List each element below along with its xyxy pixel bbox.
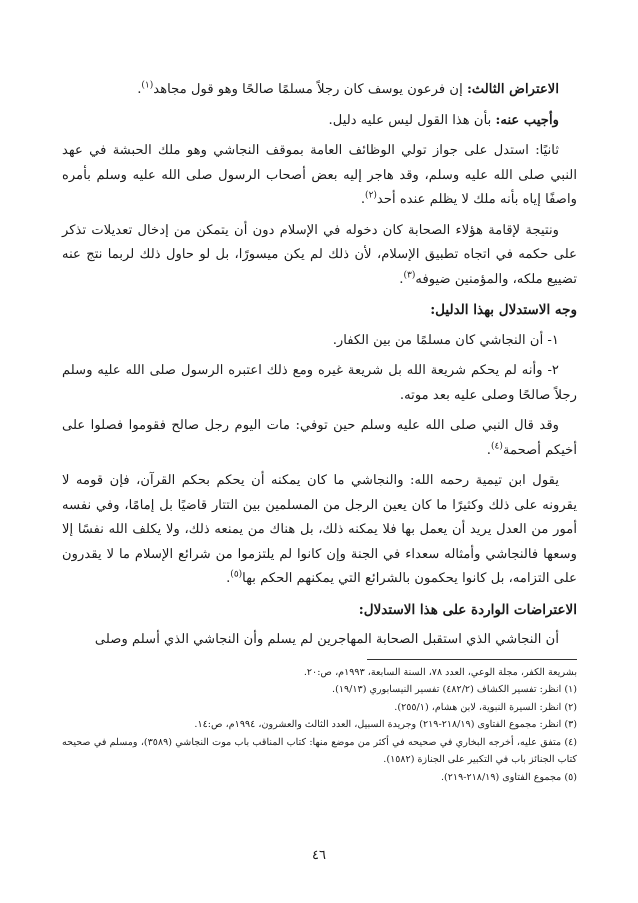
- footnote-divider: [367, 659, 577, 660]
- second-evidence-text: ثانيًا: استدل على جواز تولي الوظائف العامة بموقف النجاشي وهو ملك الحبشة في عهد النبي صلى الله عليه وسلم، وقد هاجر إليه بعض أصحاب الرسول صلى الله عليه وسلم بأمره واصفًا إياه بأنه ملك لا يظلم عنده أحد: [62, 143, 577, 207]
- footnote-ref-3: (٣): [403, 270, 416, 281]
- footnote-1: (١) انظر: تفسير الكشاف (٤٨٢/٢) تفسير النيسابوري (١٩/١٣).: [332, 684, 577, 696]
- hadith-paragraph: [62, 414, 577, 463]
- answer-paragraph: [62, 109, 577, 134]
- answer-lead: وأجيب عنه:: [495, 112, 559, 128]
- footnote-ref-2: (٢): [365, 190, 377, 201]
- inference-item-1: ١- أن النجاشي كان مسلمًا من بين الكفار.: [332, 332, 559, 348]
- result-text: ونتيجة لإقامة هؤلاء الصحابة كان دخوله في الإسلام دون أن يتمكن من إدخال تعديلات تذكر على حكمه في اتجاه تطبيق الإسلام، لأن ذلك لم يكن ميسورًا، بل لو حاول ذلك لربما نتج عنه تضييع ملكه، والمؤمنين ضيوفه: [62, 222, 577, 287]
- footnote-ref-4: (٤): [491, 441, 503, 452]
- sentence-end: .: [137, 82, 142, 97]
- objection-paragraph: أن النجاشي الذي استقبل الصحابة المهاجرين لم يسلم وأن النجاشي الذي أسلم وصلى: [94, 632, 559, 647]
- objection-three-lead: الاعتراض الثالث:: [466, 82, 559, 97]
- sentence-end: .: [486, 442, 491, 458]
- footnote-3: (٣) انظر: مجموع الفتاوى (٢١٨/١٩-٢١٩) وجريدة السبيل، العدد الثالث والعشرون، ١٩٩٤م، ص:١٤.: [194, 719, 577, 731]
- footnote-ref-5: (٥): [230, 569, 243, 580]
- inference-item-2: ٢- وأنه لم يحكم شريعة الله بل شريعة غيره ومع ذلك اعتبره الرسول صلى الله عليه وسلم رجلاً صالحًا وصلى عليه بعد موته.: [62, 363, 577, 403]
- ibn-taymiyyah-text: يقول ابن تيمية رحمه الله: والنجاشي ما كان يمكنه أن يحكم بحكم القرآن، فإن قومه لا يقرونه على ذلك وكثيرًا ما كان يعين الرجل من المسلمين بين التتار قاضيًا بل إمامًا، وفي نفسه أمور من العدل يريد أن يعمل بها فلا يمكنه ذلك، بل هناك من يمنعه ذلك، ولا يكلف الله نفسًا إلا وسعها فالنجاشي وأمثاله سعداء في الجنة وإن كانوا لم يلتزموا من شرائع الإسلام ما لا يقدرون على التزامه، بل كانوا يحكمون بالشرائع التي يمكنهم الحكم بها: [62, 473, 577, 586]
- second-evidence-paragraph: [62, 139, 577, 213]
- objection-three-text: إن فرعون يوسف كان رجلاً مسلمًا صالحًا وهو قول مجاهد: [153, 82, 467, 97]
- page-body: [62, 78, 577, 787]
- footnote-ref-1: (١): [141, 80, 154, 91]
- objection-three-paragraph: [62, 78, 577, 103]
- footnote-continuation: بشريعة الكفر، مجلة الوعي، العدد ٧٨، السنة السابعة، ١٩٩٣م، ص:٢٠.: [303, 666, 577, 678]
- result-paragraph: [62, 219, 577, 293]
- page-number: ٤٦: [312, 848, 326, 863]
- inference-heading: وجه الاستدلال بهذا الدليل:: [430, 302, 577, 318]
- answer-text: بأن هذا القول ليس عليه دليل.: [328, 112, 496, 128]
- ibn-taymiyyah-paragraph: [62, 469, 577, 592]
- objections-heading: الاعتراضات الواردة على هذا الاستدلال:: [358, 601, 577, 618]
- sentence-end: .: [360, 192, 366, 207]
- sentence-end: .: [226, 571, 231, 586]
- sentence-end: .: [399, 271, 404, 287]
- footnote-2: (٢) انظر: السيرة النبوية، لابن هشام، (٢٥٥/١).: [394, 701, 577, 713]
- hadith-text: وقد قال النبي صلى الله عليه وسلم حين توفي: مات اليوم رجل صالح فقوموا فصلوا على أخيكم أصحمة: [62, 418, 577, 458]
- footnote-5: (٥) مجموع الفتاوى (٢١٨/١٩-٢١٩).: [440, 772, 577, 784]
- footnote-4: (٤) متفق عليه، أخرجه البخاري في صحيحه في أكثر من موضع منها: كتاب المناقب باب موت النجاشي (٣٥٨٩)، ومسلم في صحيحه كتاب الجنائز باب في التكبير على الجنازة (١٥٨٢).: [62, 736, 577, 766]
